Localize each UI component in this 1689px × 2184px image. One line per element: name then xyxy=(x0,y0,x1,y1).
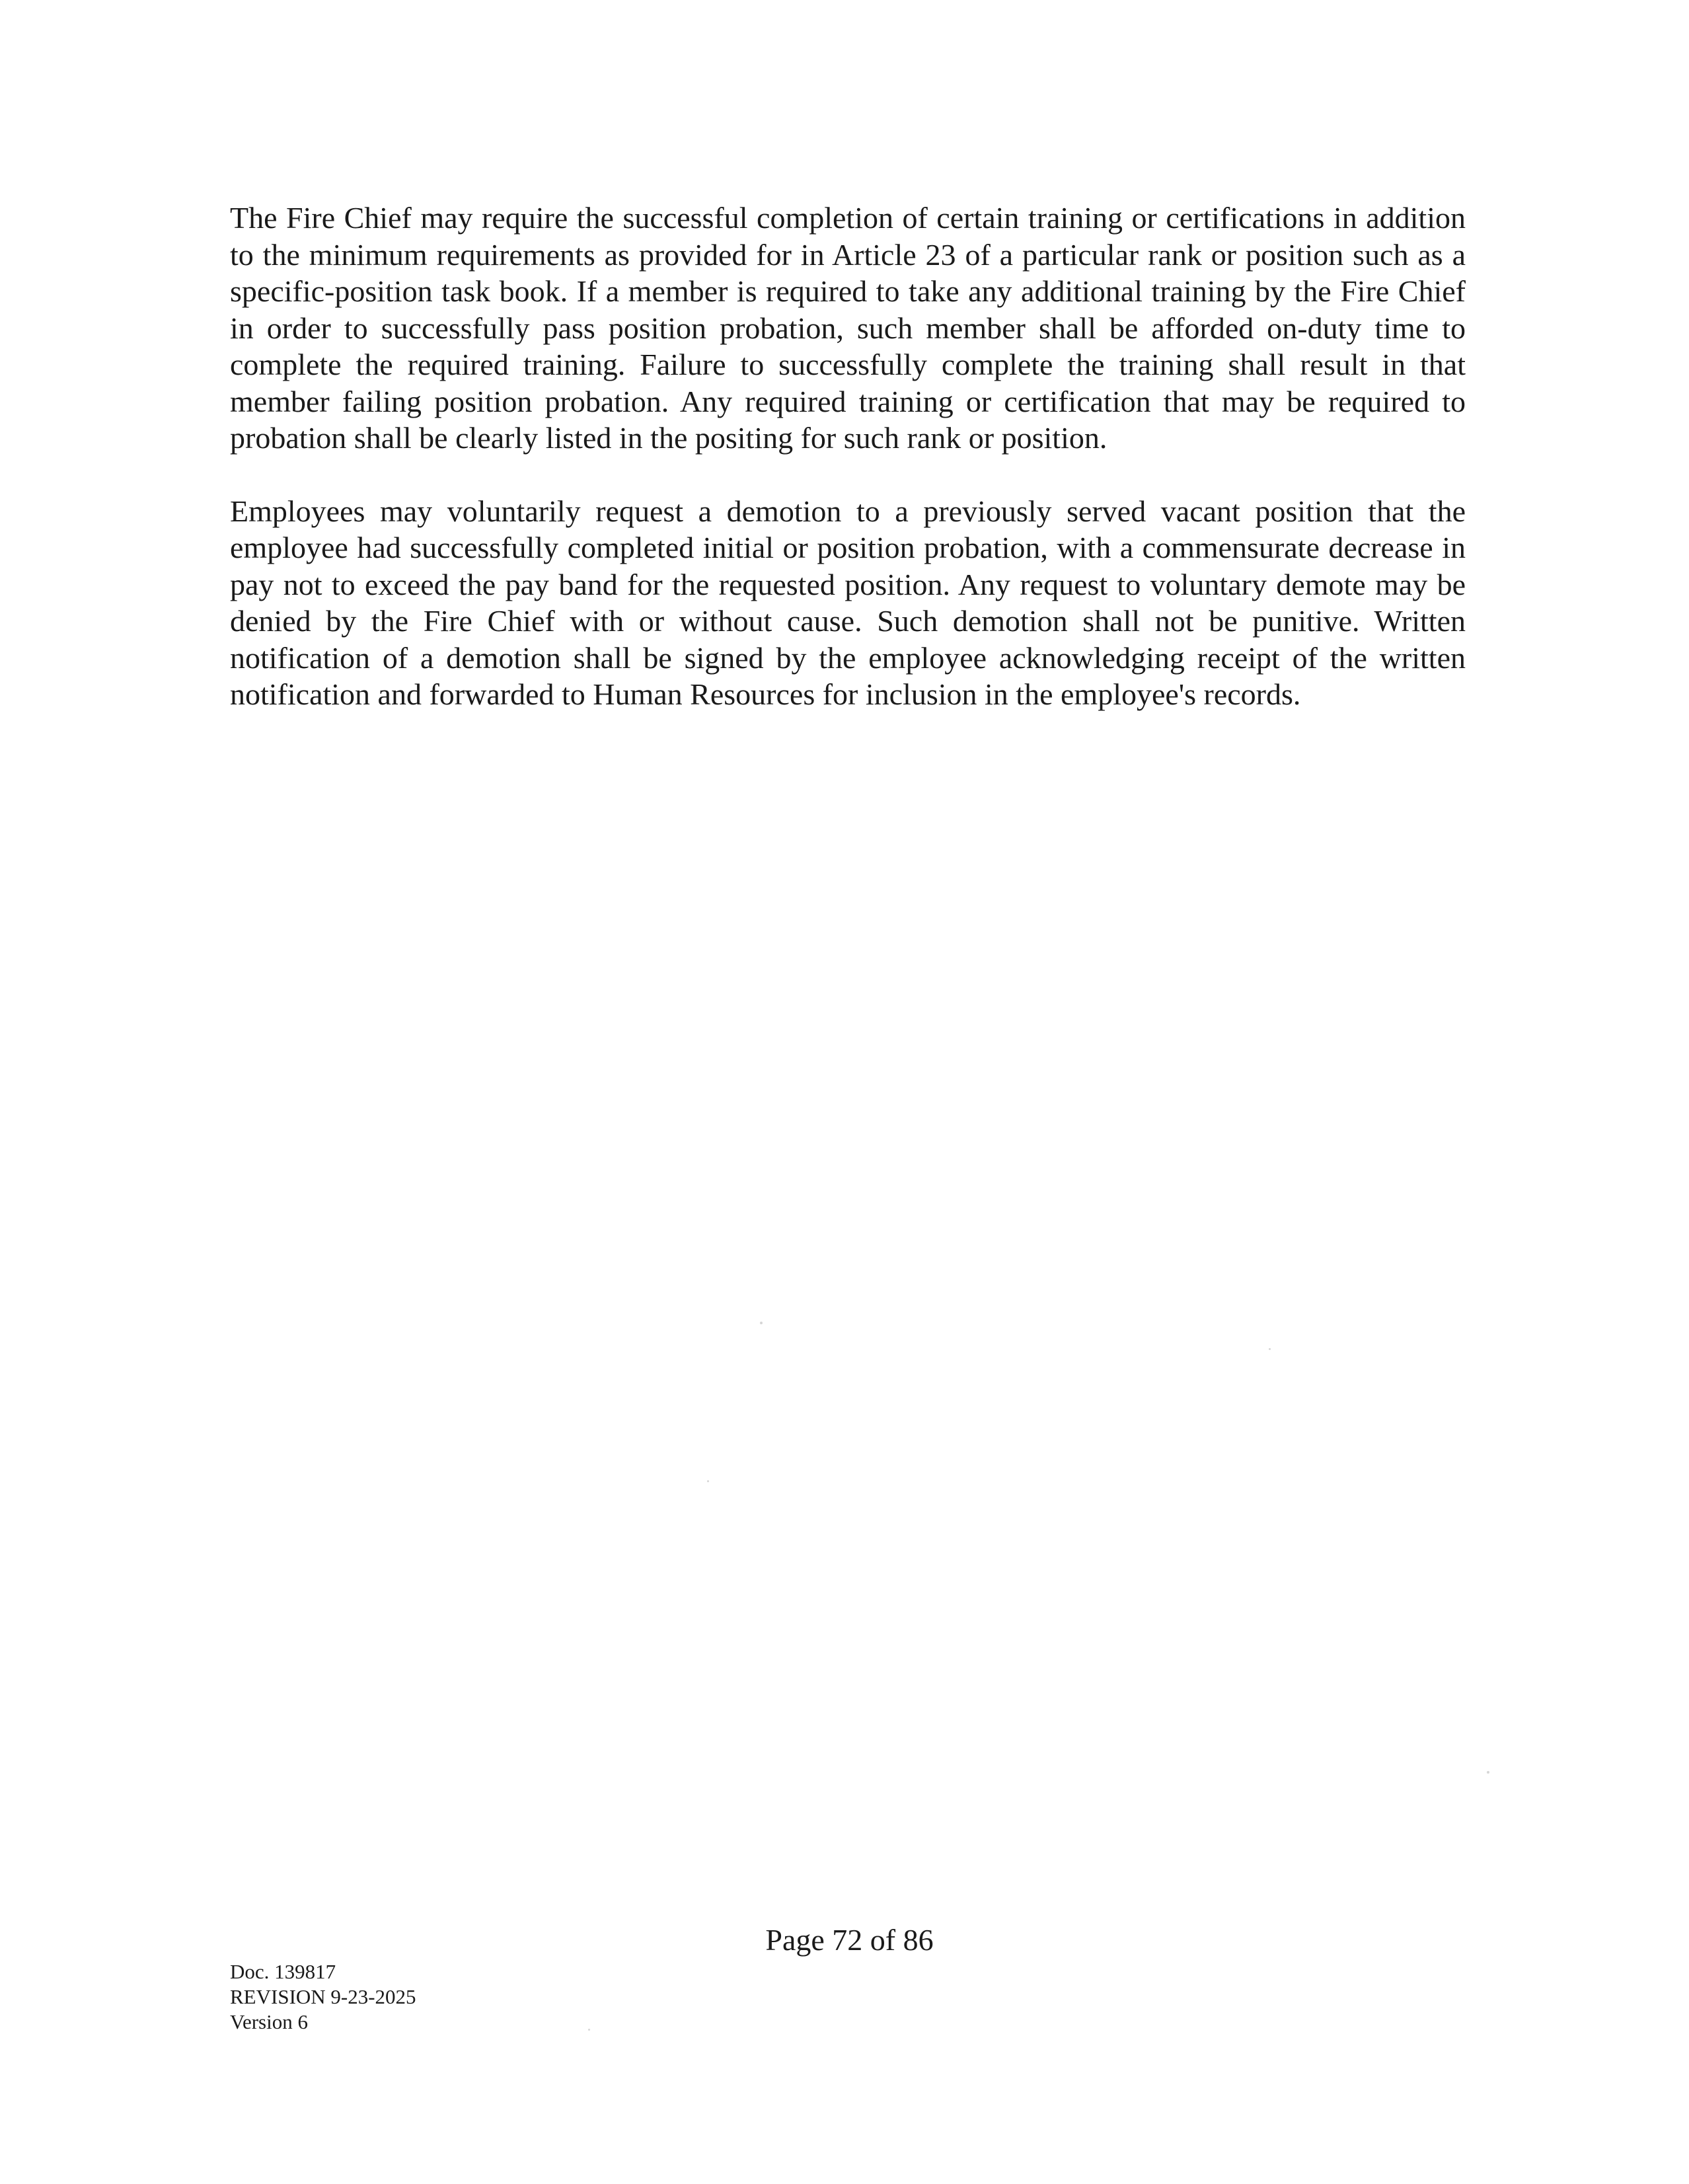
document-body xyxy=(230,200,1466,713)
scan-speck xyxy=(707,1480,709,1482)
scan-speck xyxy=(760,1322,763,1324)
revision-date: REVISION 9-23-2025 xyxy=(230,1985,416,2008)
scan-speck xyxy=(1269,1348,1271,1350)
version-label: Version 6 xyxy=(230,2010,308,2033)
doc-number: Doc. 139817 xyxy=(230,1960,336,1983)
scan-speck xyxy=(1487,1771,1489,1774)
scan-speck xyxy=(588,2029,590,2031)
page-number xyxy=(0,1922,1689,1959)
paragraph-training-requirements: The Fire Chief may require the successful completion of certain training or certifications in addition to the minimum requirements as provided for in Article 23 of a particular rank or position such as a specific-position task book. If a member is required to take any additional training by the Fire Chief in order to successfully pass position probation, such member shall be afforded on-duty time to complete the required training. Failure to successfully complete the training shall result in that member failing position probation. Any required training or certification that may be required to probation shall be clearly listed in the positing for such rank or position. xyxy=(230,201,1466,455)
document-metadata xyxy=(230,1959,416,2035)
paragraph-voluntary-demotion: Employees may voluntarily request a demotion to a previously served vacant position that the employee had successfully completed initial or position probation, with a commensurate decrease in pay not to exceed the pay band for the requested position. Any request to voluntary demote may be denied by the Fire Chief with or without cause. Such demotion shall not be punitive. Written notification of a demotion shall be signed by the employee acknowledging receipt of the written notification and forwarded to Human Resources for inclusion in the employee's records. xyxy=(230,494,1466,711)
page-number-label: Page 72 of 86 xyxy=(765,1923,934,1957)
